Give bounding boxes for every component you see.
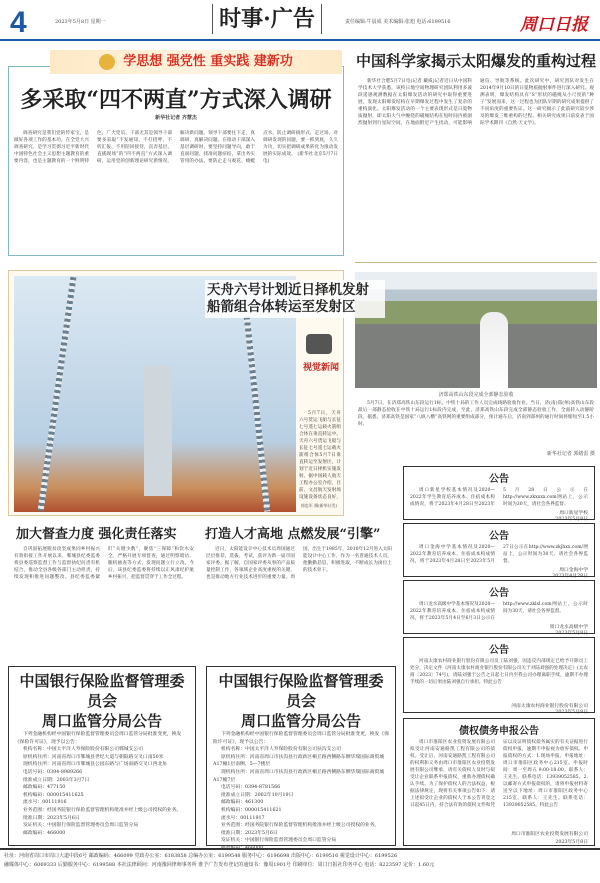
- ad-line: 发证机关：中国银行保险监督管理委员会周口监管分局: [23, 823, 139, 829]
- ad-line: 发证机关：中国银行保险监督管理委员会周口监管分局: [221, 838, 337, 844]
- section-title: 时事·广告: [212, 4, 322, 34]
- ad-line: 现机构住所：河南省周口市扶沟县行政新区桐丘路西侧路东侧华瑞国际商贸城A17幢7层: [213, 769, 385, 783]
- lead-body-text: 调查研究是我们党的传家宝，是做好各项工作的基本功。在全党大兴调查研究，是学习贯彻习近平新时代中国特色社会主义思想主题教育的重要内容，也是主题教育的一个鲜明特色。广大党员、干部尤其是领导干部要多采取“不发通知、不打招呼、不听汇报、不用陪同接待，直奔基层、直插现场”的“四不两直”方式深入调研，运用党的创新理论研究新情况、解决新问题。领导干部要往下走，真调研、真解决问题。在推动干部深入基层调研时，要坚持问题导向，敢于直面问题，找准问题症结，拿出务实管用的办法。要防止走马观花、蜻蜓点水，防止调研搞形式、走过场。对调研发现的问题，要一抓到底，久久为功，切实把调研成果转化为推动发展的实际成效。: [14, 131, 338, 164]
- feature-headline: [205, 280, 385, 318]
- ad-line: 机构编码：000015411621: [221, 807, 282, 813]
- issue-date: 2023年5月8日 星期一: [55, 19, 106, 25]
- ad-line: 流水号：00111917: [221, 815, 265, 821]
- notice-title: 公告: [489, 645, 509, 656]
- party-emblem-icon: [99, 54, 115, 70]
- ad-line: 业务范围：经国务院银行保险监督管理机构批准并经上级公司授权的业务。: [221, 823, 380, 829]
- notice-sign: 周口龙水高级中学: [549, 625, 588, 630]
- notice-sign: 周口金海中学: [559, 568, 588, 573]
- ad-line: 邮政编码：466000: [221, 845, 264, 851]
- debt-notice: [403, 718, 595, 846]
- train-image: [480, 312, 508, 388]
- story-left-headline: 加大督查力度 强化责任落实: [16, 527, 177, 542]
- ad-line: 原机构住所：河南省周口市郸城县世纪大道与朝阳路交叉口南50米: [23, 754, 164, 760]
- ad-line: 机构名称：中国太平洋人寿保险股份有限公司扶沟支公司: [221, 747, 341, 753]
- feature-title-1: 天舟六号计划近日择机发射: [207, 282, 369, 298]
- ad-line: 下列金融机构经中国银行保险监督管理委员会周口监管分局批准变更，换发《保险许可证》，现予以公告：: [213, 732, 389, 745]
- ad-line: 电话号码：0394-8989266: [23, 769, 83, 775]
- lead-title: 多采取“四不两直”方式深入调研: [20, 87, 332, 113]
- science-headline: 中国科学家揭示太阳爆发的重构过程: [355, 52, 596, 70]
- footer-line-2: 融媒体中心：6069333 后勤服务中心：6199588 本社法律顾问：河南豫回律师事务所 淮予广告发布登记的通知书：豫周1901号 印刷单位：周口日报社印务中心 电话：8223597 定价：1.60元: [4, 862, 435, 868]
- tower-image: [244, 316, 270, 512]
- ad-title: 中国银行保险监督管理委员会: [218, 672, 384, 710]
- lead-byline: 新华社记者 齐慧杰: [155, 115, 197, 121]
- notice-title: 公告: [489, 474, 509, 485]
- ad-line: 批准成立日期：2002年10月19日: [221, 792, 294, 798]
- notice-title: 公告: [489, 531, 509, 542]
- ad-line: 业务范围：经国务院银行保险监督管理机构批准并经上级公司授权的业务。: [23, 807, 182, 813]
- story-right-headline: 打造人才高地 点燃发展“引擎”: [205, 527, 381, 542]
- ad-line: 原机构住所：河南省周口市扶沟县行政新区桐丘路西侧路东侧华瑞国际商贸城A17幢1层南侧、5—7楼层: [213, 754, 385, 768]
- notice-sign: 周口新星学校: [559, 511, 588, 516]
- ad-line: 批准日期：2023年5月6日: [23, 815, 80, 821]
- notice-box: [403, 637, 595, 713]
- rail-caption: 济郑高铁山东段完成全部静态验收: [438, 392, 514, 398]
- ad-line: 下列金融机构经中国银行保险监督管理委员会周口监管分局批准变更，换发《保险许可证》，现予以公告：: [15, 732, 182, 745]
- rail-photo: [355, 272, 597, 388]
- feature-title-2: 船箭组合体转运至发射区: [207, 299, 356, 315]
- ad-line: 电话号码：0394-8781566: [221, 785, 281, 791]
- rocket-image: [144, 366, 172, 496]
- visual-news-tag: 视觉新闻: [302, 363, 339, 373]
- editors-line: 责任编辑:牛晨成 美术编辑:张旭 电话:6199516: [345, 19, 451, 25]
- notice-sign: 河南太康农村商业银行股份有限公司: [511, 704, 588, 709]
- tower-image: [38, 277, 77, 512]
- ad-line: 机构编码：000015411625: [23, 792, 84, 798]
- ad-line: 邮政编码：461300: [221, 800, 264, 806]
- notice-date: 2023年5月8日: [555, 631, 588, 636]
- divider: [355, 262, 597, 263]
- story-left-body: 自巩固拓展脱贫攻坚成果同乡村振兴有效衔接工作开展以来，郸城县纪委监委将县委巡察监督工作与监督执纪问责有机结合，推动全县各级各部门主动担责，持续发现和推进问题整改。县纪委监委紧盯“关键少数”，聚焦“三保障”和饮水安全，严格开展专项督查，通过明察暗访、随机抽查等方式，发现问题立行立改。今后，该县纪委监委将持续以正风肃纪护航乡村振兴，把监督贯穿于工作全过程。: [14, 547, 194, 580]
- lead-body: [14, 130, 338, 250]
- ad-line: 现机构住所：河南省周口市郸城县公园东路与广场南路交叉口西北角: [23, 762, 167, 768]
- footer-line-1: 社址：河南省周口市周口大道中段6号 邮政编码：466099 党政办公室：6183858 总编办公室：6199548 服务中心：6196698 出版中心：6199516 視觉设计中心：6199526: [4, 853, 398, 859]
- ad-lines: [213, 731, 389, 853]
- notice-box: [403, 523, 595, 577]
- notice-body: 河南太康农村商业银行股份有限公司员工陆刘强，因违反内部规定已给予开除员工处分，决定文件《河南太康农村商业银行股份有限公司关于对陆刘强的处理决定》(太农商〔2023〕74号)，请陆刘强于公告之日起七日内至我公司办理离职手续，逾期不办理手续的一切后果由陆刘强自行承担。特此公告: [410, 659, 588, 685]
- ad-line: 流水号：00111916: [23, 800, 67, 806]
- science-body: 新华社合肥5月7日电(记者 戴威)记者近日从中国科学技术大学获悉，该校日地空间物理研究团队利用多波段遥感观测数据在太阳爆发活动的研究中取得重要进展，发现太阳爆发结构在早期爆发过程中发生了复杂的重构演化。太阳爆发活动的一个主要表现形式是日冕物质抛射，即太阳大气中缠绕的磁绳结构在短时间内被剧烈抛射到行星际空间，在地面附近产生扰动，可能影响通信、导航等系统。此次研究中，研究团队对发生在2014年9月10日的日冕物质抛射事件进行深入研究。观测表明，爆发结构具有“S”形状的磁绳从小尺度的“种子”发展而来，这一过程也为团队早期的研究成果提供了不同角度的重要佐证。这一研究揭示了此前研究较少涉及的爆发三维重构的过程。相关研究成果日前发表于国际学术期刊《自然·天文学》。: [358, 79, 594, 126]
- notice-body: 周口新星学校基本情况及2020—2022年学生教育培养成本、住宿成本构成情况，将于2023年4月28日至2023年5月28日公示在http://www.zkxxxx.com网站上，公示时间为30天，请社会各界监督。: [410, 488, 588, 507]
- notice-body: 周口金海中学基本情况及2020—2022年教育培养成本、住宿成本构成情况，将于2023年4月28日至2023年5月27日公示在http://www.zkjhxx.com/网站上，公示时间为30天，请社会各界监督。: [410, 545, 588, 564]
- rail-credit: 新华社记者 郭绪雷 摄: [546, 451, 595, 457]
- ad-line: 邮政编码：466000: [23, 830, 66, 836]
- lead-headline: [8, 83, 344, 121]
- masthead-logo: 周口日报: [520, 15, 588, 35]
- ad-line: 机构名称：中国太平洋人寿保险股份有限公司郸城支公司: [23, 747, 143, 753]
- feature-credit: 郭忠军 摄(新华社发): [300, 503, 338, 508]
- ad-subtitle: 周口监管分局公告: [240, 712, 361, 730]
- notice-box: [403, 580, 595, 634]
- ad-line: 邮政编码：477150: [23, 785, 66, 791]
- debt-sign: 周口市淮阳区农业投资发展有限公司: [511, 832, 588, 837]
- header-rule: [0, 39, 600, 41]
- debt-title: 债权债务申报公告: [459, 726, 539, 737]
- ad-title: 中国银行保险监督管理委员会: [19, 672, 185, 710]
- rail-body: 5月7日，在济郑高铁山东段运行1标，中铁十局的工作人员完成线路验收作业。当日，济(南)郑(州)高铁山东段最后一部静态验收在中铁十局运行1标段内完成，至此，济郑高铁山东段完成全部静态验收工作，全面转入动静阶段。据悉，济郑高铁是国家“八纵八横”高铁网的重要组成部分，预计通车后，济南到郑州的通行时间将缩短至1.5小时。: [358, 401, 594, 427]
- feature-body: 5月7日，天舟六号货运飞船与长征七号遥七运载火箭组合体在垂直转运中。天舟六号货运飞船与长征七号遥七运载火箭组合体5月7日垂直转运至发射区，计划于近日择机实施发射。据中国载人航天工程办公室介绍，目前，文昌航天发射场设施设备状态良好，: [299, 411, 341, 500]
- ad-line: 批准成立日期：2003年3月7日: [23, 777, 90, 783]
- debt-date: 2023年5月8日: [555, 839, 588, 845]
- camera-icon: [306, 334, 332, 354]
- debt-body: 周口市淮阳区农业投资发展有限公司拟受让河南安通路凯工程有限公司的债权。受让后，河南安通路凯工程有限公司的权利和义务由周口市淮阳区农业投资发展有限公司继承，请有关债权人及时与拟受让企业联系申报债权，重新办理债权确认手续。为了保护债权人的合法权益，根据法律规定，现将有关事项公告如下：请上述拟受让企业的债权人于本公告刊登之日起45日内，持合法有效的债权文件和凭证以及证明债权债务属实的有关证据进行债权申报，逾期不申报视为放弃债权。申报债权的方式：1.现场申报。申报地址：周口市淮阳区政务中心215室。申报时间：周一至周五 9:00-18:00。联系人：王先生。联系电话：13939052585。2.以邮寄方式申报债权的，请将申报材料寄送至以下地址：周口市淮阳区政务中心215室。联系人：王先生。联系电话：13939052585。特此公告: [410, 740, 588, 808]
- page-number: 4: [10, 6, 27, 39]
- ad-notice: [8, 666, 196, 846]
- ad-subtitle: 周口监管分局公告: [41, 712, 162, 730]
- ad-lines: [15, 731, 189, 837]
- story-right-body: 近日，太阳能设计中心技术员周国通过层层推荐、选拔、考试，获评为新一届市国家评委。据了解，自国家评委从事的产品质量控制工作，各领域企业高度重视的关键，也是推动地方行业技术进步的重要力量。周国，出生于1985年，2010年12月进入太阳能设计中心工作，作为一名普通技术人员，他勤勤恳恳，积极进取，不断成长为岗位上的技术骨干。: [206, 547, 392, 580]
- banner-text: 学思想 强党性 重实践 建新功: [123, 54, 293, 69]
- notice-date: 2023年4月28日: [552, 574, 588, 579]
- lead-banner: [50, 50, 342, 74]
- notice-body: 周口龙水高级中学基本情况及2020—2022年教育培养成本、住宿成本构成情况，将于2023年5月4日至6月3日公示在http://www.zklsl.com网站上，公示时间为30天，请社会各界监督。: [410, 602, 588, 621]
- ad-line: 批准日期：2023年5月6日: [221, 830, 278, 836]
- footer: [0, 848, 600, 872]
- notice-date: 2023年5月8日: [555, 710, 588, 715]
- notice-title: 公告: [489, 588, 509, 599]
- notice-date: 2023年5月8日: [555, 517, 588, 522]
- notice-box: [403, 466, 595, 520]
- lead-dateline: (新华社北京5月7日电): [263, 152, 338, 164]
- ad-notice: [206, 666, 396, 851]
